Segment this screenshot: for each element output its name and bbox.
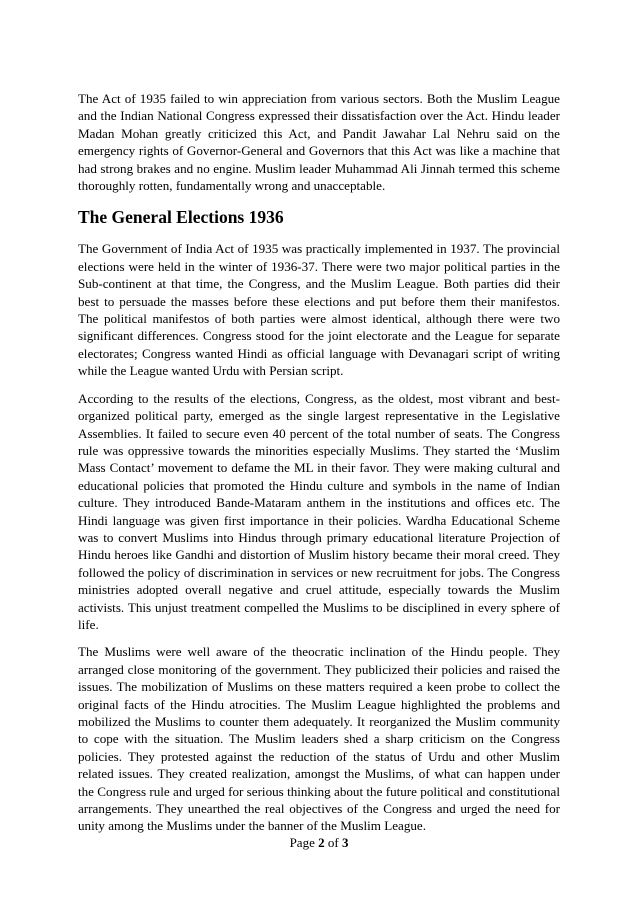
paragraph-elections: The Government of India Act of 1935 was practically implemented in 1937. The provincial elections were held in the winter of 1936-37. There were two major political parties in the Sub-continent at that time, the Congress, and the Muslim League. Both parties did their best to persuade the masses before these elections and put before them their manifestos. The political manifestos of both parties were almost identical, although there were two significant differences. Congress stood for the joint electorate and the League for separate electorates; Congress wanted Hindi as official language with Devanagari script of writing while the League wanted Urdu with Persian script. <box>78 241 560 379</box>
paragraph-act-1935: The Act of 1935 failed to win appreciation from various sectors. Both the Muslim League and the Indian National Congress expressed their dissatisfaction over the Act. Hindu leader Madan Mohan greatly criticized this Act, and Pandit Jawahar Lal Nehru said on the emergency rights of Governor-General and Governors that this Act was like a machine that had strong brakes and no engine. Muslim leader Muhammad Ali Jinnah termed this scheme thoroughly rotten, fundamentally wrong and unacceptable. <box>78 91 560 194</box>
page-separator: of <box>327 835 339 850</box>
paragraph-results: According to the results of the elections, Congress, as the oldest, most vibrant and best-organized political party, emerged as the single largest representative in the Legislative Assemblies. It failed to secure even 40 percent of the total number of seats. The Congress rule was oppressive towards the minorities especially Muslims. They started the ‘Muslim Mass Contact’ movement to defame the ML in their favor. They were making cultural and educational policies that promoted the Hindu culture and symbols in the name of Indian culture. They introduced Bande-Mataram anthem in the institutions and offices etc. The Hindi language was given first importance in their policies. Wardha Educational Scheme was to convert Muslims into Hindus through primary educational literature Projection of Hindu heroes like Gandhi and distortion of Muslim history became their moral creed. They followed the policy of discrimination in services or new recruitment for jobs. The Congress ministries adopted overall negative and cruel attitude, especially towards the Muslim activists. This unjust treatment compelled the Muslims to be disciplined in every sphere of life. <box>78 390 560 632</box>
section-heading: The General Elections 1936 <box>78 207 284 228</box>
page-total: 3 <box>341 835 349 850</box>
paragraph-muslim-response: The Muslims were well aware of the theocratic inclination of the Hindu people. They arranged close monitoring of the government. They publicized their policies and raised the issues. The mobilization of Muslims on these matters required a keen probe to collect the original facts of the Hindu atrocities. The Muslim League highlighted the problems and mobilized the Muslims to counter them adequately. It reorganized the Muslim community to cope with the situation. The Muslim leaders shed a sharp criticism on the Congress policies. They protested against the reduction of the status of Urdu and other Muslim related issues. They created realization, amongst the Muslims, of what can happen under the Congress rule and urged for serious thinking about the future political and constitutional arrangements. They unearthed the real objectives of the Congress and urged the need for unity among the Muslims under the banner of the Muslim League. <box>78 644 560 834</box>
document-body <box>78 90 560 845</box>
page-label: Page <box>289 835 315 850</box>
page-current: 2 <box>318 835 325 850</box>
page-number-footer <box>0 834 638 851</box>
